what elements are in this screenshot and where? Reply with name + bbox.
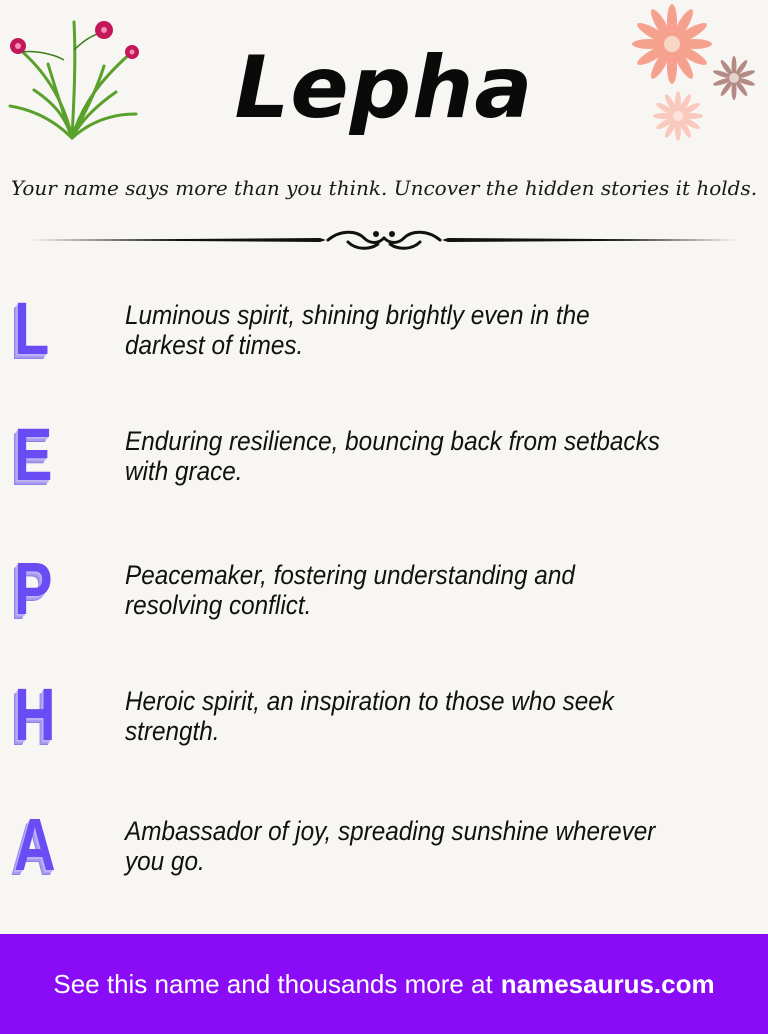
letter-glyph: H	[14, 673, 56, 756]
letter-glyph: A	[14, 803, 56, 886]
letter-glyph: E	[14, 413, 53, 496]
page-title: Lepha	[234, 38, 534, 138]
list-item	[0, 803, 768, 907]
letter-meaning: Luminous spirit, shining brightly even in the darkest of times.	[125, 300, 590, 360]
list-item	[0, 673, 768, 777]
letter-meaning: Enduring resilience, bouncing back from setbacks with grace.	[125, 426, 660, 486]
letter-meaning: Ambassador of joy, spreading sunshine wherever you go.	[125, 816, 656, 876]
list-item	[0, 547, 768, 651]
letter-meaning: Peacemaker, fostering understanding and resolving conflict.	[125, 560, 575, 620]
letter-glyph: P	[14, 547, 53, 630]
footer-banner	[0, 934, 768, 1034]
ornament-divider-icon	[30, 224, 738, 256]
site-link[interactable]: namesaurus.com	[500, 968, 715, 999]
list-item	[0, 287, 768, 391]
tagline: Your name says more than you think. Uncover the hidden stories it holds.	[10, 176, 758, 200]
footer-text: See this name and thousands more at	[53, 968, 493, 999]
letter-meaning: Heroic spirit, an inspiration to those who seek strength.	[125, 686, 614, 746]
letter-glyph: L	[14, 287, 50, 370]
list-item	[0, 413, 768, 517]
